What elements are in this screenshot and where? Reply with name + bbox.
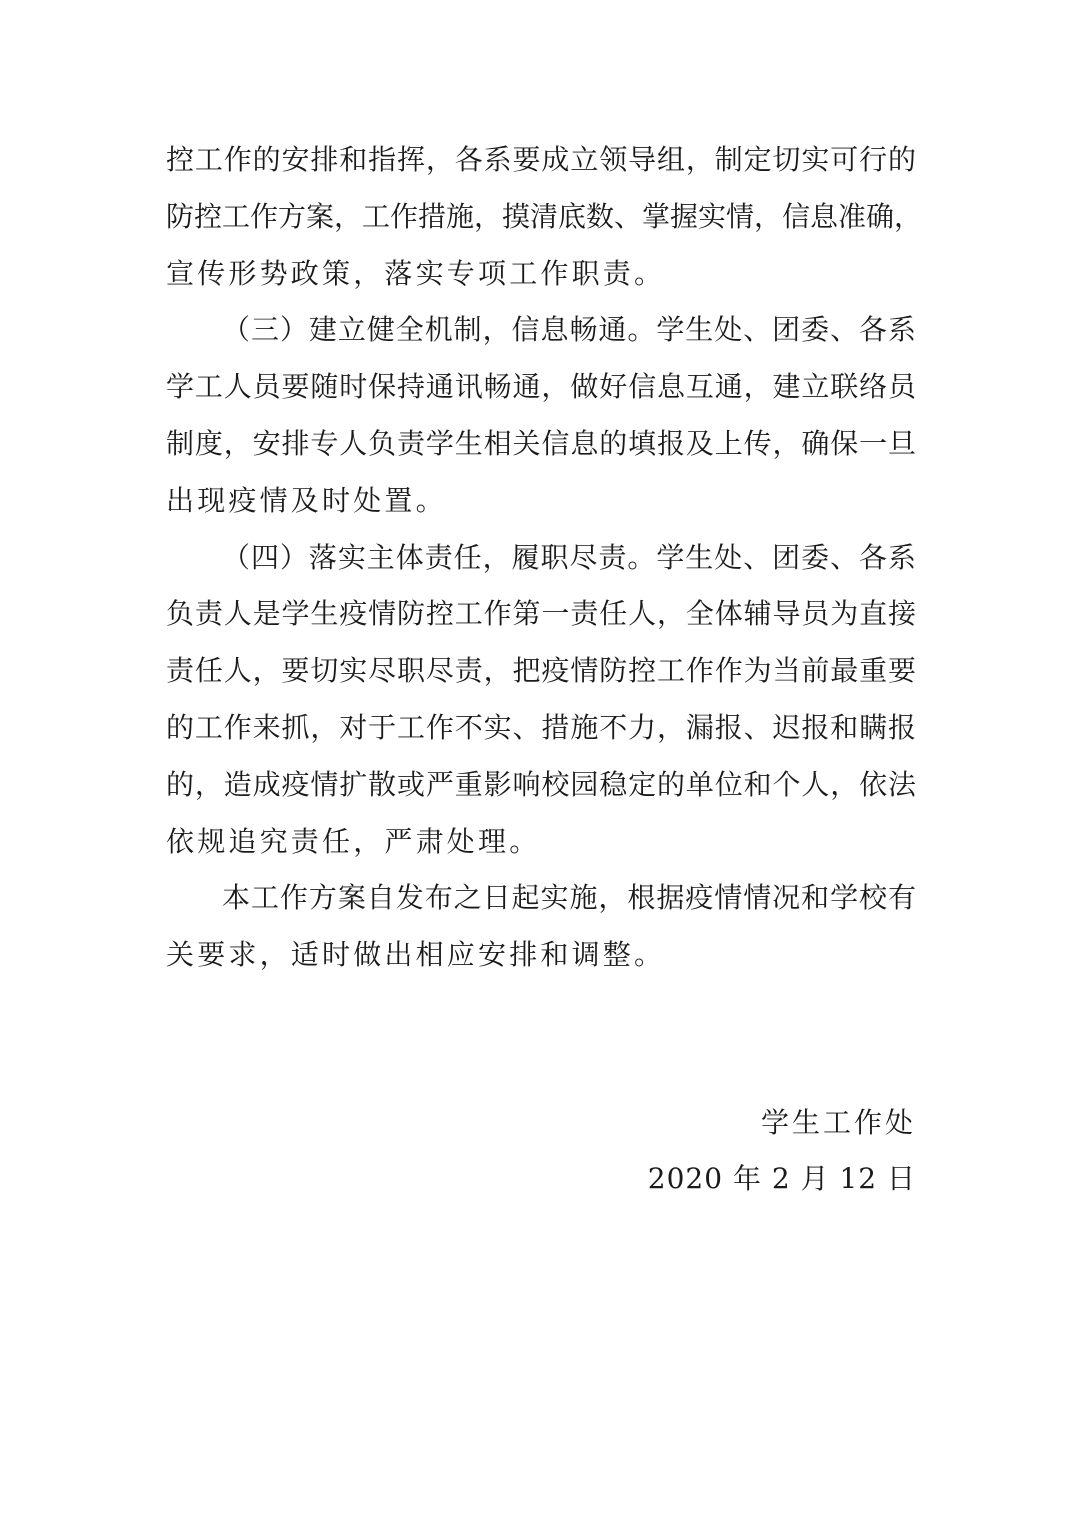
paragraph-line: 防控工作方案，工作措施，摸清底数、掌握实情，信息准确， [166, 199, 923, 233]
paragraph-line: 控工作的安排和指挥，各系要成立领导组，制定切实可行的 [166, 143, 916, 176]
paragraph-line: 本工作方案自发布之日起实施，根据疫情情况和学校有 [222, 881, 916, 915]
paragraph-line: 的，造成疫情扩散或严重影响校园稳定的单位和个人，依法 [166, 767, 916, 801]
paragraph-line: 宣传形势政策，落实专项工作职责。 [166, 256, 666, 290]
paragraph-line: 关要求，适时做出相应安排和调整。 [166, 938, 666, 972]
paragraph-line: 出现疫情及时处置。 [166, 483, 447, 517]
paragraph-line: 学工人员要随时保持通讯畅通，做好信息互通，建立联络员 [166, 370, 916, 404]
paragraph-line: （三）建立健全机制，信息畅通。学生处、团委、各系 [222, 313, 916, 347]
signature-block [648, 1095, 916, 1207]
paragraph-line: 的工作来抓，对于工作不实、措施不力，漏报、迟报和瞒报 [166, 710, 916, 744]
paragraph-line: 依规追究责任，严肃处理。 [166, 824, 541, 858]
paragraph-line: （四）落实主体责任，履职尽责。学生处、团委、各系 [222, 540, 916, 574]
paragraph-line: 责任人，要切实尽职尽责，把疫情防控工作作为当前最重要 [166, 654, 916, 688]
signature-organization: 学生工作处 [760, 1106, 916, 1139]
paragraph-line: 制度，安排专人负责学生相关信息的填报及上传，确保一旦 [166, 426, 916, 460]
signature-date: 2020 年 2 月 12 日 [647, 1162, 916, 1195]
document-body [166, 132, 923, 984]
paragraph-line: 负责人是学生疫情防控工作第一责任人，全体辅导员为直接 [166, 597, 916, 631]
